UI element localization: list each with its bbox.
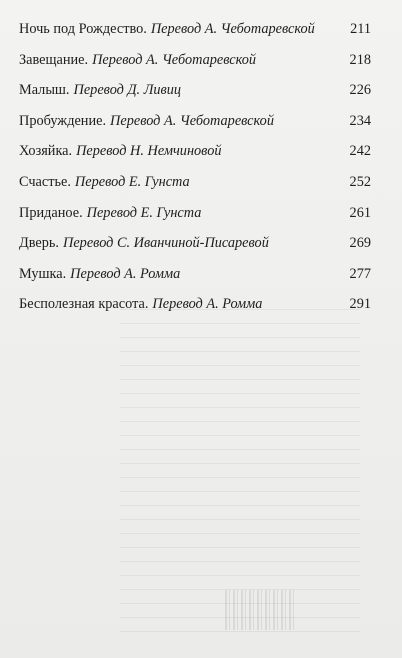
- toc-entry: [19, 45, 371, 76]
- entry-page-number: 226: [349, 82, 371, 99]
- entry-page-number: 291: [349, 296, 371, 313]
- entry-title: Ночь под Рождество.: [19, 21, 147, 37]
- entry-title: Счастье.: [19, 173, 71, 190]
- entry-translator: Перевод Д. Ливиц: [73, 82, 182, 99]
- reverse-side-show-through: [120, 300, 360, 640]
- entry-translator: Перевод С. Иванчиной-Писаревой: [63, 235, 269, 252]
- toc-entry: [19, 14, 371, 45]
- table-of-contents: [19, 14, 371, 320]
- toc-entry: [19, 259, 371, 290]
- dot-leader: [185, 93, 346, 94]
- entry-translator: Перевод А. Чеботаревской: [150, 21, 315, 37]
- toc-entry: [19, 75, 371, 106]
- entry-page-number: 269: [349, 235, 371, 252]
- entry-page-number: 242: [349, 143, 371, 160]
- entry-translator: Перевод А. Ромма: [152, 296, 263, 313]
- entry-page-number: 218: [349, 51, 371, 68]
- toc-entry: [19, 167, 371, 198]
- entry-page-number: 277: [349, 265, 371, 282]
- toc-entry: [19, 198, 371, 229]
- entry-title: Дверь.: [19, 235, 60, 252]
- toc-entry: [19, 136, 371, 167]
- toc-entry: [19, 289, 371, 320]
- dot-leader: [319, 32, 346, 33]
- toc-entry: [19, 106, 371, 137]
- toc-entry: [19, 228, 371, 259]
- entry-title: Приданое.: [19, 204, 83, 221]
- dot-leader: [194, 185, 346, 186]
- entry-translator: Перевод Н. Немчиновой: [76, 143, 222, 160]
- entry-page-number: 234: [349, 112, 371, 129]
- dot-leader: [266, 307, 345, 308]
- entry-translator: Перевод Е. Гунста: [74, 173, 190, 190]
- entry-title: Хозяйка.: [19, 143, 73, 160]
- entry-translator: Перевод А. Чеботаревской: [110, 112, 274, 129]
- dot-leader: [184, 277, 345, 278]
- entry-translator: Перевод А. Чеботаревской: [92, 51, 257, 68]
- entry-translator: Перевод А. Ромма: [70, 265, 181, 282]
- entry-title: Мушка.: [19, 265, 67, 282]
- dot-leader: [260, 63, 346, 64]
- dot-leader: [205, 216, 345, 217]
- entry-translator: Перевод Е. Гунста: [86, 204, 202, 221]
- entry-page-number: 252: [349, 173, 371, 190]
- entry-page-number: 211: [350, 21, 371, 37]
- entry-title: Бесполезная красота.: [19, 296, 149, 313]
- entry-title: Пробуждение.: [19, 112, 107, 129]
- reverse-side-barcode-show-through: [225, 590, 295, 630]
- dot-leader: [226, 154, 346, 155]
- dot-leader: [278, 124, 346, 125]
- entry-title: Малыш.: [19, 82, 70, 99]
- entry-page-number: 261: [349, 204, 371, 221]
- entry-title: Завещание.: [19, 51, 89, 68]
- dot-leader: [273, 246, 346, 247]
